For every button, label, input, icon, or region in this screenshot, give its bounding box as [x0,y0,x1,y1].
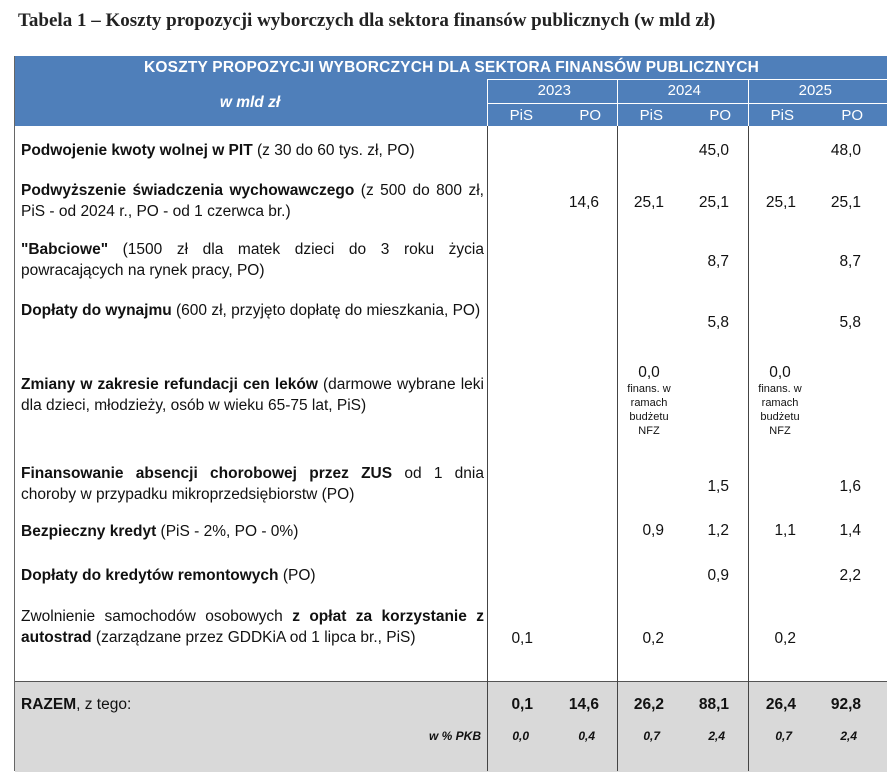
row-title: Dopłaty do wynajmu [21,302,172,319]
total-value: 14,6 [568,696,599,713]
value-cell: 45,0 [698,142,729,159]
row-desc: (zarządzane przez GDDKiA od 1 lipca br., PiS) [91,629,416,646]
total-value: 26,4 [765,696,796,713]
value-cell: 25,1 [765,194,796,211]
row-desc: od 1 dnia choroby w przypadku mikroprzedsiębiorstw (PO) [21,465,484,503]
row-title: Podwyższenie świadczenia wychowawczego [21,182,355,199]
total-value: 88,1 [698,696,729,713]
pkb-label: w % PKB [428,729,481,743]
pkb-value: 0,4 [578,729,595,743]
header-title: KOSZTY PROPOZYCJI WYBORCZYCH DLA SEKTORA FINANSÓW PUBLICZNYCH [144,59,759,76]
value-cell: 8,7 [839,253,861,270]
row-desc: (z 500 do 800 zł, PiS - od 2024 r., PO - od 1 czerwca br.) [21,182,484,220]
value-cell: 1,4 [839,522,861,539]
value-cell: 0,0 [769,364,791,381]
row-title: "Babciowe" [21,241,109,258]
value-cell: 8,7 [707,253,729,270]
total-label-rest: , z tego: [76,696,132,713]
table-row [15,140,488,161]
pkb-value: 2,4 [708,729,725,743]
value-cell: 5,8 [707,314,729,331]
value-cell: 48,0 [830,142,861,159]
row-title: Podwojenie kwoty wolnej w PIT [21,142,253,159]
value-cell: 0,9 [642,522,664,539]
table-row [15,374,488,416]
header-unit: w mld zł [219,94,281,111]
row-title: Finansowanie absencji chorobowej przez ZUS [21,465,393,482]
value-cell-note [619,364,679,438]
value-cell: 25,1 [830,194,861,211]
table-row [15,239,488,281]
value-cell: 2,2 [839,567,861,584]
table-caption: Tabela 1 – Koszty propozycji wyborczych dla sektora finansów publicznych (w mld zł) [18,10,716,31]
value-cell: 14,6 [568,194,599,211]
note-text: finans. w ramach budżetu NFZ [627,383,671,437]
table-row [15,606,488,648]
value-cell: 1,5 [707,478,729,495]
value-cell: 5,8 [839,314,861,331]
row-title: z opłat za korzystanie z autostrad [21,608,484,646]
column-divider [748,681,749,771]
row-desc: (600 zł, przyjęto dopłatę do mieszkania, PO) [171,302,481,319]
pkb-value: 0,7 [643,729,660,743]
subheader-pis: PiS [770,107,794,124]
subheader-po: PO [709,107,731,124]
total-value: 26,2 [633,696,664,713]
total-label-bold: RAZEM [21,696,77,713]
pkb-value: 0,0 [512,729,529,743]
header-divider [487,103,887,104]
table-row [15,300,488,321]
subheader-pis: PiS [639,107,663,124]
row-desc: (PiS - 2%, PO - 0%) [156,523,299,540]
total-value: 0,1 [511,696,533,713]
value-cell: 25,1 [633,194,664,211]
table-row [15,565,488,586]
row-desc: (PO) [278,567,316,584]
subheader-pis: PiS [509,107,533,124]
year-2025: 2025 [798,82,832,99]
value-cell-note [750,364,810,438]
value-cell: 0,0 [638,364,660,381]
value-cell: 0,2 [642,630,664,647]
row-desc: (1500 zł dla matek dzieci do 3 roku życia powracających na rynek pracy, PO) [21,241,484,279]
year-2024: 2024 [667,82,701,99]
value-cell: 25,1 [698,194,729,211]
value-cell: 0,1 [511,630,533,647]
row-desc: (darmowe wybrane leki dla dzieci, młodzieży, osób w wieku 65-75 lat, PiS) [21,376,484,414]
column-divider [617,681,618,771]
row-title: Bezpieczny kredyt [21,523,157,540]
pkb-value: 0,7 [775,729,792,743]
note-text: finans. w ramach budżetu NFZ [758,383,802,437]
table-row [15,463,488,503]
row-desc: (z 30 do 60 tys. zł, PO) [252,142,415,159]
pkb-value: 2,4 [840,729,857,743]
total-row [15,681,887,772]
subheader-po: PO [841,107,863,124]
table-header [15,56,887,126]
value-cell: 1,2 [707,522,729,539]
row-desc: Zwolnienie samochodów osobowych [21,608,293,625]
subheader-po: PO [579,107,601,124]
value-cell: 1,6 [839,478,861,495]
costs-table [14,56,887,771]
row-title: Zmiany w zakresie refundacji cen leków [21,376,318,393]
year-2023: 2023 [537,82,571,99]
value-cell: 0,2 [774,630,796,647]
value-cell: 0,9 [707,567,729,584]
table-row [15,521,488,542]
column-divider [487,681,488,771]
row-title: Dopłaty do kredytów remontowych [21,567,279,584]
header-divider [487,79,887,80]
total-label [21,696,131,714]
total-value: 92,8 [830,696,861,713]
table-row [15,180,488,222]
value-cell: 1,1 [774,522,796,539]
